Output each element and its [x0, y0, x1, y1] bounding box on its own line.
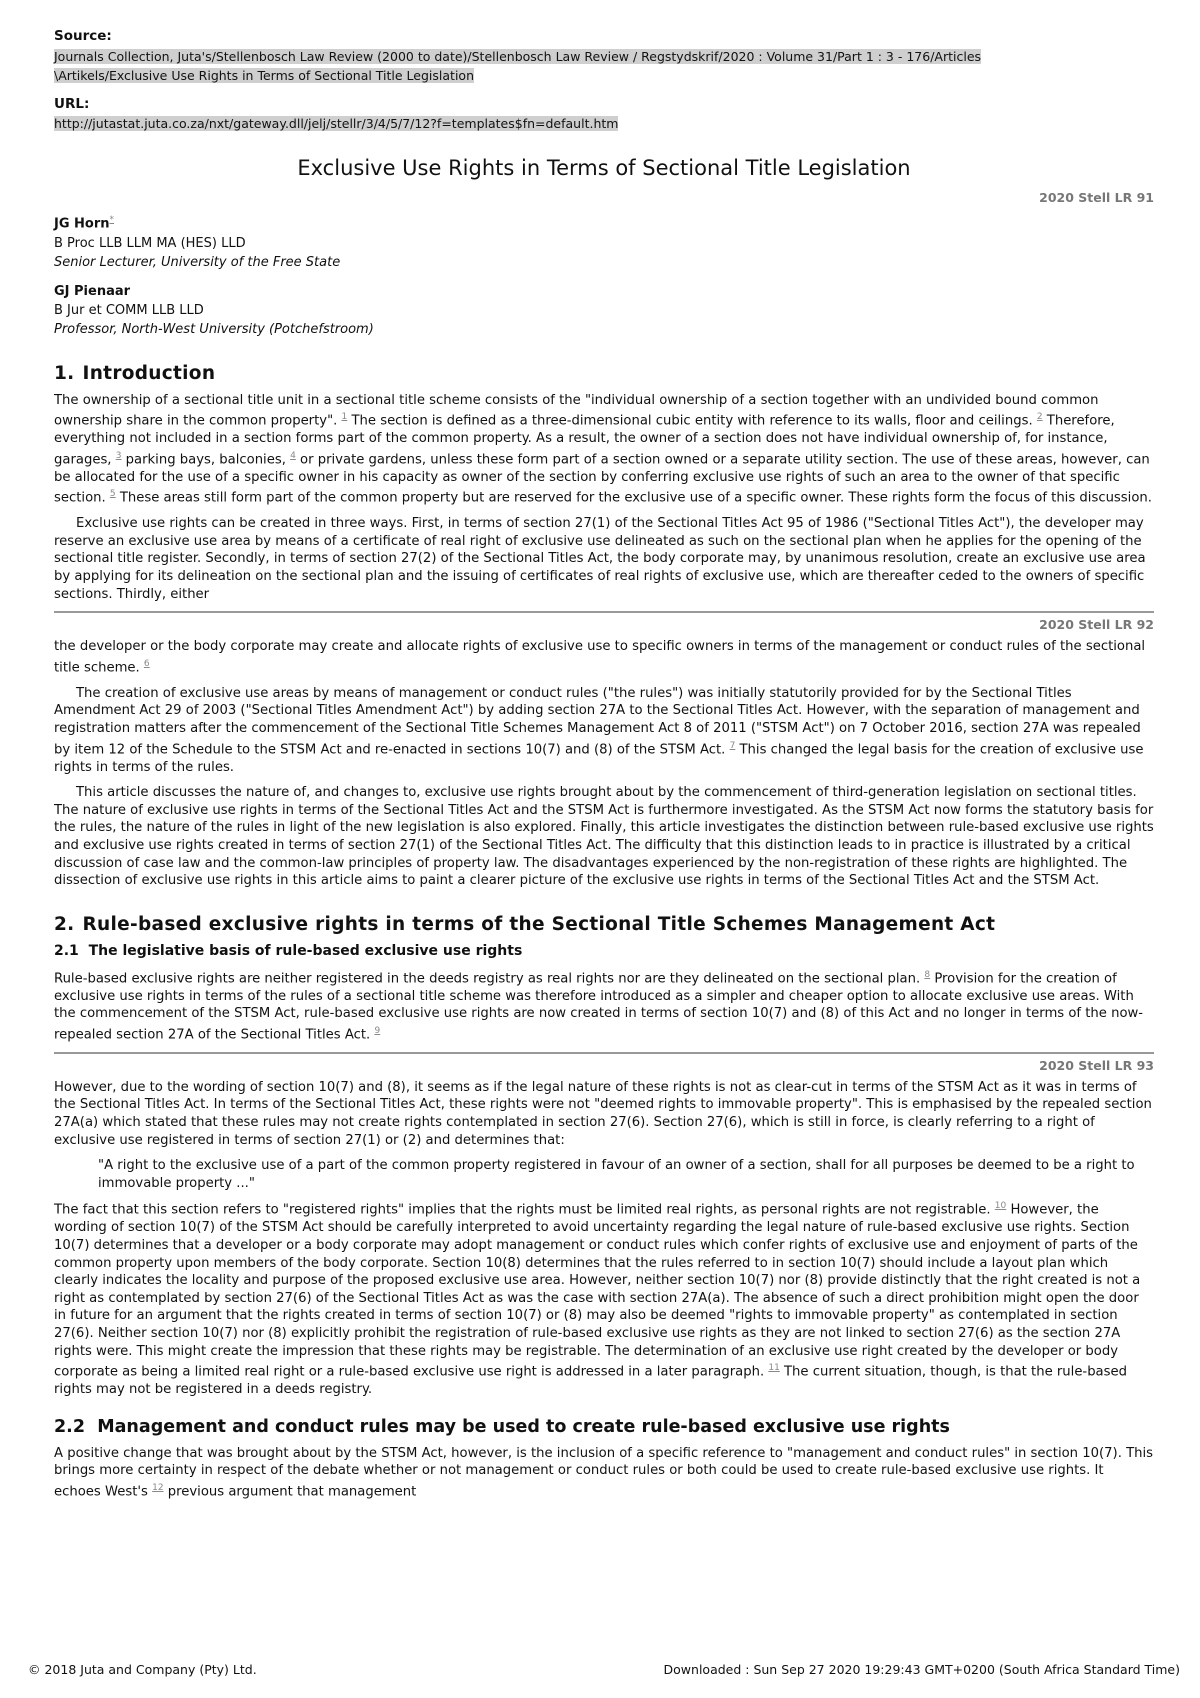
- paragraph: Exclusive use rights can be created in three ways. First, in terms of section 27(1) of the Sectional Titles Act 95 of 1986 ("Sectional Titles Act"), the developer may reserve an exclusive use area by means of a certificate of real right of exclusive use delineated as such on the sectional plan when he applies for the opening of the sectional title register. Secondly, in terms of section 27(2) of the Sectional Titles Act, the body corporate may, by unanimous resolution, create an exclusive use area by applying for its delineation on the sectional plan and the issuing of certificates of real rights of exclusive use, which are thereafter ceded to the owners of specific sections. Thirdly, either: [54, 516, 1146, 602]
- subsection-heading-2-2: 2.2 Management and conduct rules may be used to create rule-based exclusive use rights: [54, 1416, 950, 1437]
- footnote-ref[interactable]: 8: [924, 969, 931, 980]
- author-1: [54, 211, 1154, 271]
- page-divider: [54, 1052, 1154, 1054]
- copyright-text: © 2018 Juta and Company (Pty) Ltd.: [28, 1662, 257, 1677]
- paragraph: The ownership of a sectional title unit in a sectional title scheme consists of the "individual ownership of a section together with an undivided bound common ownership share in the common property". $^1$ The section is defined as a three-dimensional cubic entity with reference to its walls, floor and ceilings. $^2$ Therefore, everything not included in a section forms part of the common property. As a result, the owner of a section does not have individual ownership of, for instance, garages, $^3$ parking bays, balconies, $^4$ or private gardens, unless these form part of a section owned or a separate utility section. The use of these areas, however, can be allocated for the use of a specific owner in his capacity as owner of the section by conferring exclusive use rights of such an area to the owner of that specific section. $^5$ These areas still form part of the common property but are reserved for the exclusive use of a specific owner. These rights form the focus of this discussion.: [54, 392, 1152, 506]
- url-block: [54, 96, 1154, 133]
- source-block: [54, 28, 1154, 84]
- block-quote: "A right to the exclusive use of a part of the common property registered in favour of an owner of a section, shall for all purposes be deemed to be a right to immovable property ...": [98, 1158, 1135, 1191]
- page-ref-91: 2020 Stell LR 91: [1039, 190, 1154, 206]
- paragraph: However, due to the wording of section 10(7) and (8), it seems as if the legal nature of these rights is not as clear-cut in terms of the STSM Act as it was in terms of the Sectional Titles Act. In terms of the Sectional Titles Act, these rights were not "deemed rights to immovable property". This is emphasised by the repealed section 27A(a) which stated that these rules may not create rights contemplated in section 27(6). Section 27(6), which is still in force, is clearly referring to a right of exclusive use registered in terms of section 27(1) or (2) and determines that:: [54, 1079, 1152, 1148]
- page-ref-93: 2020 Stell LR 93: [1039, 1057, 1154, 1073]
- article-title: Exclusive Use Rights in Terms of Sectional Title Legislation: [297, 156, 911, 181]
- page-divider: [54, 611, 1154, 613]
- author-name: JG Horn: [54, 216, 110, 232]
- source-label: Source:: [54, 28, 112, 44]
- section-heading-rule-based: 2. Rule-based exclusive rights in terms of the Sectional Title Schemes Management Act: [54, 913, 996, 935]
- footnote-ref[interactable]: 4: [290, 450, 296, 461]
- section-heading-introduction: 1. Introduction: [54, 362, 216, 384]
- paragraph: A positive change that was brought about by the STSM Act, however, is the inclusion of a specific reference to "management and conduct rules" in section 10(7). This brings more certainty in respect of the debate whether or not management or conduct rules or both could be used to create rule-based exclusive use rights. It echoes West's $^{12}$ previous argument that management: [54, 1445, 1154, 1500]
- author-degrees: B Jur et COMM LLB LLD: [54, 302, 204, 318]
- footnote-ref[interactable]: 9: [374, 1025, 381, 1036]
- paragraph: the developer or the body corporate may create and allocate rights of exclusive use to specific owners in terms of the management or conduct rules of the sectional title scheme. $^6$: [54, 639, 1146, 676]
- footnote-ref[interactable]: 5: [109, 489, 116, 500]
- footnote-ref[interactable]: 12: [152, 1482, 164, 1493]
- source-path-line2: \Artikels/Exclusive Use Rights in Terms of Sectional Title Legislation: [54, 67, 474, 83]
- footnote-ref[interactable]: 6: [143, 658, 150, 669]
- footnote-ref[interactable]: *: [109, 215, 115, 226]
- paragraph: The creation of exclusive use areas by means of management or conduct rules ("the rules") was initially statutorily provided for by the Sectional Titles Amendment Act 29 of 2003 ("Sectional Titles Amendment Act") by adding section 27A to the Sectional Titles Act. However, with the separation of management and registration matters after the commencement of the Sectional Title Schemes Management Act 8 of 2011 ("STSM Act") on 7 October 2016, section 27A was repealed by item 12 of the Schedule to the STSM Act and re-enacted in sections 10(7) and (8) of the STSM Act. $^7$ This changed the legal basis for the creation of exclusive use rights in terms of the rules.: [54, 685, 1144, 775]
- paragraph: Rule-based exclusive rights are neither registered in the deeds registry as real rights nor are they delineated on the sectional plan. $^8$ Provision for the creation of exclusive use rights in terms of the rules of a sectional title scheme was therefore introduced as a simpler and cheaper option to allocate exclusive use areas. With the commencement of the STSM Act, rule-based exclusive use rights are now created in terms of section 10(7) and (8) of this Act and no longer in terms of the now-repealed section 27A of the Sectional Titles Act. $^9$: [54, 969, 1144, 1043]
- footnote-ref[interactable]: 11: [768, 1363, 780, 1374]
- footnote-ref[interactable]: 1: [341, 412, 348, 423]
- author-affiliation: Professor, North-West University (Potchefstroom): [54, 321, 374, 337]
- page-ref-92: 2020 Stell LR 92: [1039, 617, 1154, 633]
- author-affiliation: Senior Lecturer, University of the Free State: [54, 254, 341, 270]
- document-page: [54, 28, 1154, 1509]
- footnote-ref[interactable]: 10: [994, 1201, 1007, 1212]
- footnote-ref[interactable]: 3: [115, 450, 122, 461]
- url-link[interactable]: http://jutastat.juta.co.za/nxt/gateway.dll/jelj/stellr/3/4/5/7/12?f=templates$fn=default.htm: [54, 116, 619, 132]
- footnote-ref[interactable]: 7: [729, 740, 736, 751]
- download-timestamp: Downloaded : Sun Sep 27 2020 19:29:43 GMT+0200 (South Africa Standard Time): [663, 1662, 1180, 1677]
- source-path-line1: Journals Collection, Juta's/Stellenbosch Law Review (2000 to date)/Stellenbosch Law Review / Regstydskrif/2020 : Volume 31/Part 1 : 3 - 176/Articles: [54, 48, 982, 64]
- url-label: URL:: [54, 95, 90, 112]
- paragraph: This article discusses the nature of, and changes to, exclusive use rights brought about by the commencement of third-generation legislation on sectional titles. The nature of exclusive use rights in terms of the Sectional Titles Act and the STSM Act is furthermore investigated. As the STSM Act now forms the statutory basis for the rules, the nature of the rules in light of the new legislation is also explored. Finally, this article investigates the distinction between rule-based exclusive use rights and exclusive use rights created in terms of section 27(1) of the Sectional Titles Act. The difficulty that this distinction leads to in practice is illustrated by a critical discussion of case law and the common-law principles of property law. The disadvantages experienced by the non-registration of these rights are highlighted. The dissection of exclusive use rights in this article aims to paint a clearer picture of the exclusive use rights in terms of the Sectional Titles Act and the STSM Act.: [54, 785, 1154, 889]
- subsection-heading-2-1: 2.1 The legislative basis of rule-based exclusive use rights: [54, 942, 523, 959]
- author-name: GJ Pienaar: [54, 283, 131, 299]
- author-2: [54, 282, 1154, 339]
- paragraph: The fact that this section refers to "registered rights" implies that the rights must be limited real rights, as personal rights are not registrable. $^{10}$ However, the wording of section 10(7) of the STSM Act should be carefully interpreted to avoid uncertainty regarding the legal nature of rule-based exclusive use rights. Section 10(7) determines that a developer or a body corporate may adopt management or conduct rules which confer rights of exclusive use and enjoyment of parts of the common property upon members of the body corporate. Section 10(8) determines that the rules referred to in section 10(7) should include a layout plan which clearly indicates the locality and purpose of the proposed exclusive use area. However, neither section 10(7) nor (8) provide distinctly that the right created is not a right as contemplated by section 27(6) of the Sectional Titles Act as was the case with section 27A(a). The absence of such a direct prohibition might open the door in future for an argument that the rights created in terms of section 10(7) or (8) may also be deemed "rights to immovable property" as contemplated in section 27(6). Neither section 10(7) nor (8) explicitly prohibit the registration of rule-based exclusive use rights as they are not linked to section 27(6) as the section 27A rights were. This might create the impression that these rights may be registrable. The determination of an exclusive use right created by the developer or body corporate as being a limited real right or a rule-based exclusive use right is addressed in a later paragraph. $^{11}$ The current situation, though, is that the rule-based rights may not be registered in a deeds registry.: [54, 1201, 1141, 1398]
- author-degrees: B Proc LLB LLM MA (HES) LLD: [54, 235, 246, 251]
- footnote-ref[interactable]: 2: [1036, 412, 1043, 423]
